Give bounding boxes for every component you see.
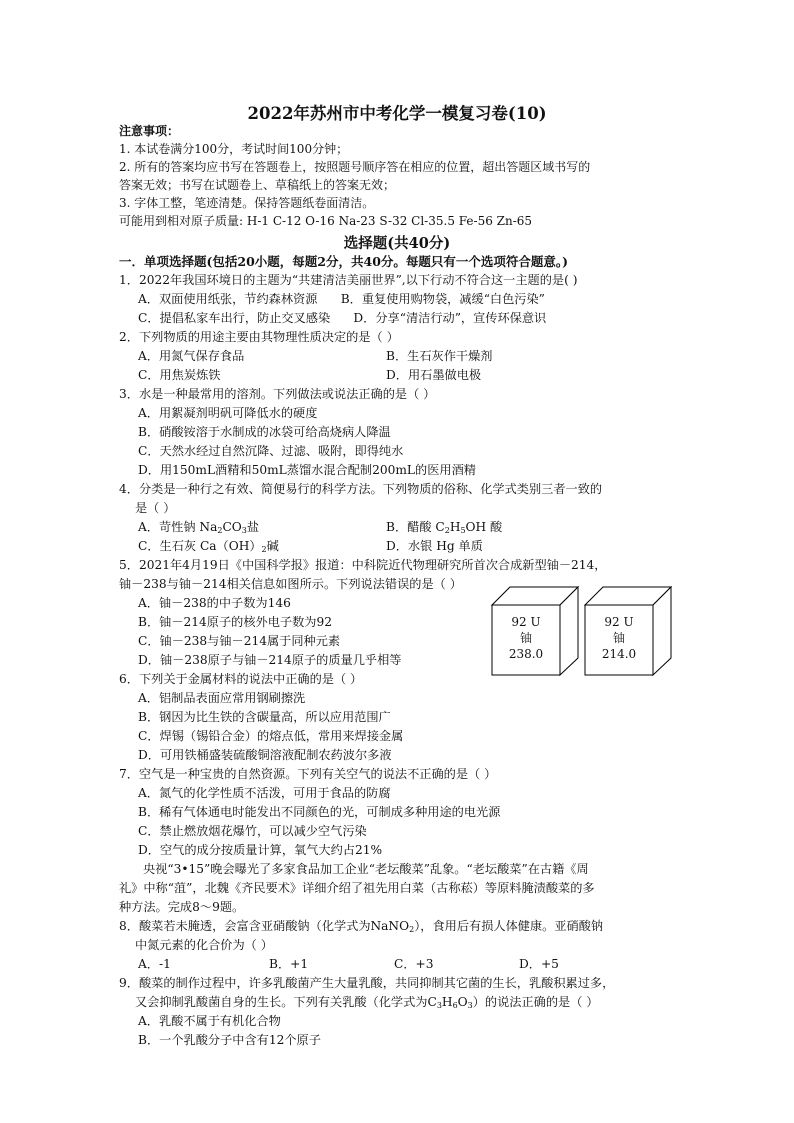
q5-option-b: B．铀－214原子的核外电子数为92 <box>138 615 332 629</box>
q3-stem: 3．水是一种最常用的溶剂。下列做法或说法正确的是（ ） <box>119 387 436 401</box>
q1-option-b: B．重复使用购物袋，减缓“白色污染” <box>340 292 545 306</box>
q5-option-c: C．铀－238与铀－214属于同种元素 <box>138 634 341 648</box>
q7-option-d: D．空气的成分按质量计算，氧气大约占21% <box>138 843 383 857</box>
q4-option-a: A．苛性钠 $Na_2CO_3$盐 <box>138 520 260 535</box>
q3-option-b: B．硝酸铵溶于水制成的冰袋可给高烧病人降温 <box>138 425 391 439</box>
q1-option-c: C．提倡私家车出行，防止交叉感染 <box>138 311 331 325</box>
q2-option-d: D．用石墨做电极 <box>386 368 482 382</box>
element-name: 铀 <box>612 631 625 645</box>
q1-option-row <box>119 290 679 309</box>
q7-option-c: C．禁止燃放烟花爆竹，可以减少空气污染 <box>138 824 367 838</box>
q4-option-d: D．水银 Hg 单质 <box>386 539 483 553</box>
element-name: 铀 <box>519 631 532 645</box>
section-heading: 一．单项选择题(包括20小题，每题2分，共40分。每题只有一个选项符合题意。) <box>119 254 569 269</box>
q8-option-row <box>119 955 679 974</box>
q6-option-d: D．可用铁桶盛装硫酸铜溶液配制农药波尔多液 <box>138 748 392 762</box>
atomic-number-symbol: 92 U <box>604 615 634 629</box>
q3-option-c: C．天然水经过自然沉降、过滤、吸附，即得纯水 <box>138 444 404 458</box>
q5-option-d: D．铀－238原子与铀－214原子的质量几乎相等 <box>138 653 402 667</box>
q1-option-row <box>119 309 679 328</box>
q3-option-d: D．用150mL酒精和50mL蒸馏水混合配制200mL的医用酒精 <box>138 463 476 477</box>
passage-line: 礼》中称“菹”，北魏《齐民要术》详细介绍了祖先用白菜（古称菘）等原料腌渍酸菜的多 <box>119 881 595 895</box>
q7-stem: 7．空气是一种宝贵的自然资源。下列有关空气的说法不正确的是（ ） <box>119 767 497 781</box>
q9-option-a: A．乳酸不属于有机化合物 <box>138 1014 281 1028</box>
q4-option-c: C．生石灰 $Ca(OH)_2$碱 <box>138 539 279 554</box>
q1-option-a: A．双面使用纸张，节约森林资源 <box>138 292 318 306</box>
q2-option-row <box>119 347 679 366</box>
q7-option-b: B．稀有气体通电时能发出不同颜色的光，可制成多种用途的电光源 <box>138 805 501 819</box>
q1-option-d: D．分享“清洁行动”，宣传环保意识 <box>353 311 547 325</box>
q5-option-a: A．铀－238的中子数为146 <box>138 596 291 610</box>
q8-stem-cont: 中氮元素的化合价为（ ） <box>135 938 273 952</box>
q4-stem: 4．分类是一种行之有效、简便易行的科学方法。下列物质的俗称、化学式类别三者一致的 <box>119 482 603 496</box>
q4-option-b: B．醋酸 $C_2H_5OH$ 酸 <box>386 520 503 535</box>
q8-option-b: B．+1 <box>269 957 309 971</box>
q9-option-b: B．一个乳酸分子中含有12个原子 <box>138 1033 321 1047</box>
q6-option-c: C．焊锡（锡铅合金）的熔点低，常用来焊接金属 <box>138 729 404 743</box>
note-item: 1. 本试卷满分100分，考试时间100分钟； <box>119 142 349 156</box>
q9-stem-cont: 又会抑制乳酸菌自身的生长。下列有关乳酸（化学式为$C_3H_6O_3$）的说法正确的是（ ） <box>135 995 599 1010</box>
notes-block <box>119 122 679 230</box>
notes-heading: 注意事项： <box>119 124 180 138</box>
q5-stem-cont: 铀－238与铀－214相关信息如图所示。下列说法错误的是（ ） <box>119 577 462 591</box>
q1-stem: 1．2022年我国环境日的主题为“共建清洁美丽世界”,以下行动不符合这一主题的是( ) <box>119 273 578 287</box>
q6-option-a: A．铝制品表面应常用钢刷擦洗 <box>138 691 306 705</box>
q9-stem: 9．酸菜的制作过程中，许多乳酸菌产生大量乳酸，共同抑制其它菌的生长，乳酸积累过多， <box>119 976 615 990</box>
passage-line: 种方法。完成8～9题。 <box>119 900 245 914</box>
atomic-masses: 可能用到相对原子质量: H-1 C-12 O-16 Na-23 S-32 Cl-35.5 Fe-56 Zn-65 <box>119 214 533 228</box>
q2-option-c: C．用焦炭炼铁 <box>138 368 221 382</box>
q7-option-a: A．氮气的化学性质不活泼，可用于食品的防腐 <box>138 786 391 800</box>
q4-option-row <box>119 518 679 537</box>
note-item: 2. 所有的答案均应书写在答题卷上，按照题号顺序答在相应的位置，超出答题区域书写的 <box>119 160 591 174</box>
note-item: 3. 字体工整，笔迹清楚。保持答题纸卷面清洁。 <box>119 196 375 210</box>
section-title: 选择题(共40分) <box>343 235 451 252</box>
atomic-number-symbol: 92 U <box>511 615 541 629</box>
q3-option-a: A．用絮凝剂明矾可降低水的硬度 <box>138 406 318 420</box>
uranium-214-card <box>584 586 674 676</box>
relative-atomic-mass: 238.0 <box>508 647 544 661</box>
q8-option-a: A．-1 <box>138 957 171 971</box>
q6-stem: 6．下列关于金属材料的说法中正确的是（ ） <box>119 672 363 686</box>
q8-option-c: C．+3 <box>394 957 434 971</box>
note-item: 答案无效；书写在试题卷上、草稿纸上的答案无效； <box>119 178 396 192</box>
passage-line: 央视“3•15”晚会曝光了多家食品加工企业“老坛酸菜”乱象。“老坛酸菜”在古籍《周 <box>143 862 589 876</box>
relative-atomic-mass: 214.0 <box>601 647 637 661</box>
q2-option-b: B．生石灰作干燥剂 <box>386 349 493 363</box>
uranium-238-card <box>491 586 581 676</box>
q5-stem: 5．2021年4月19日《中国科学报》报道：中科院近代物理研究所首次合成新型铀－214， <box>119 558 607 572</box>
page-title: 2022年苏州市中考化学一模复习卷(10) <box>247 104 547 123</box>
q4-stem-cont: 是（ ） <box>135 501 176 515</box>
q8-option-d: D．+5 <box>519 957 559 971</box>
q2-stem: 2．下列物质的用途主要由其物理性质决定的是（ ） <box>119 330 399 344</box>
q2-option-row <box>119 366 679 385</box>
q6-option-b: B．钢因为比生铁的含碳量高，所以应用范围广 <box>138 710 391 724</box>
q8-stem: 8．酸菜若未腌透，会富含亚硝酸钠（化学式为NaNO$_2$），食用后有损人体健康。亚硝酸钠 <box>119 919 604 934</box>
q4-option-row <box>119 537 679 556</box>
q2-option-a: A．用氮气保存食品 <box>138 349 245 363</box>
